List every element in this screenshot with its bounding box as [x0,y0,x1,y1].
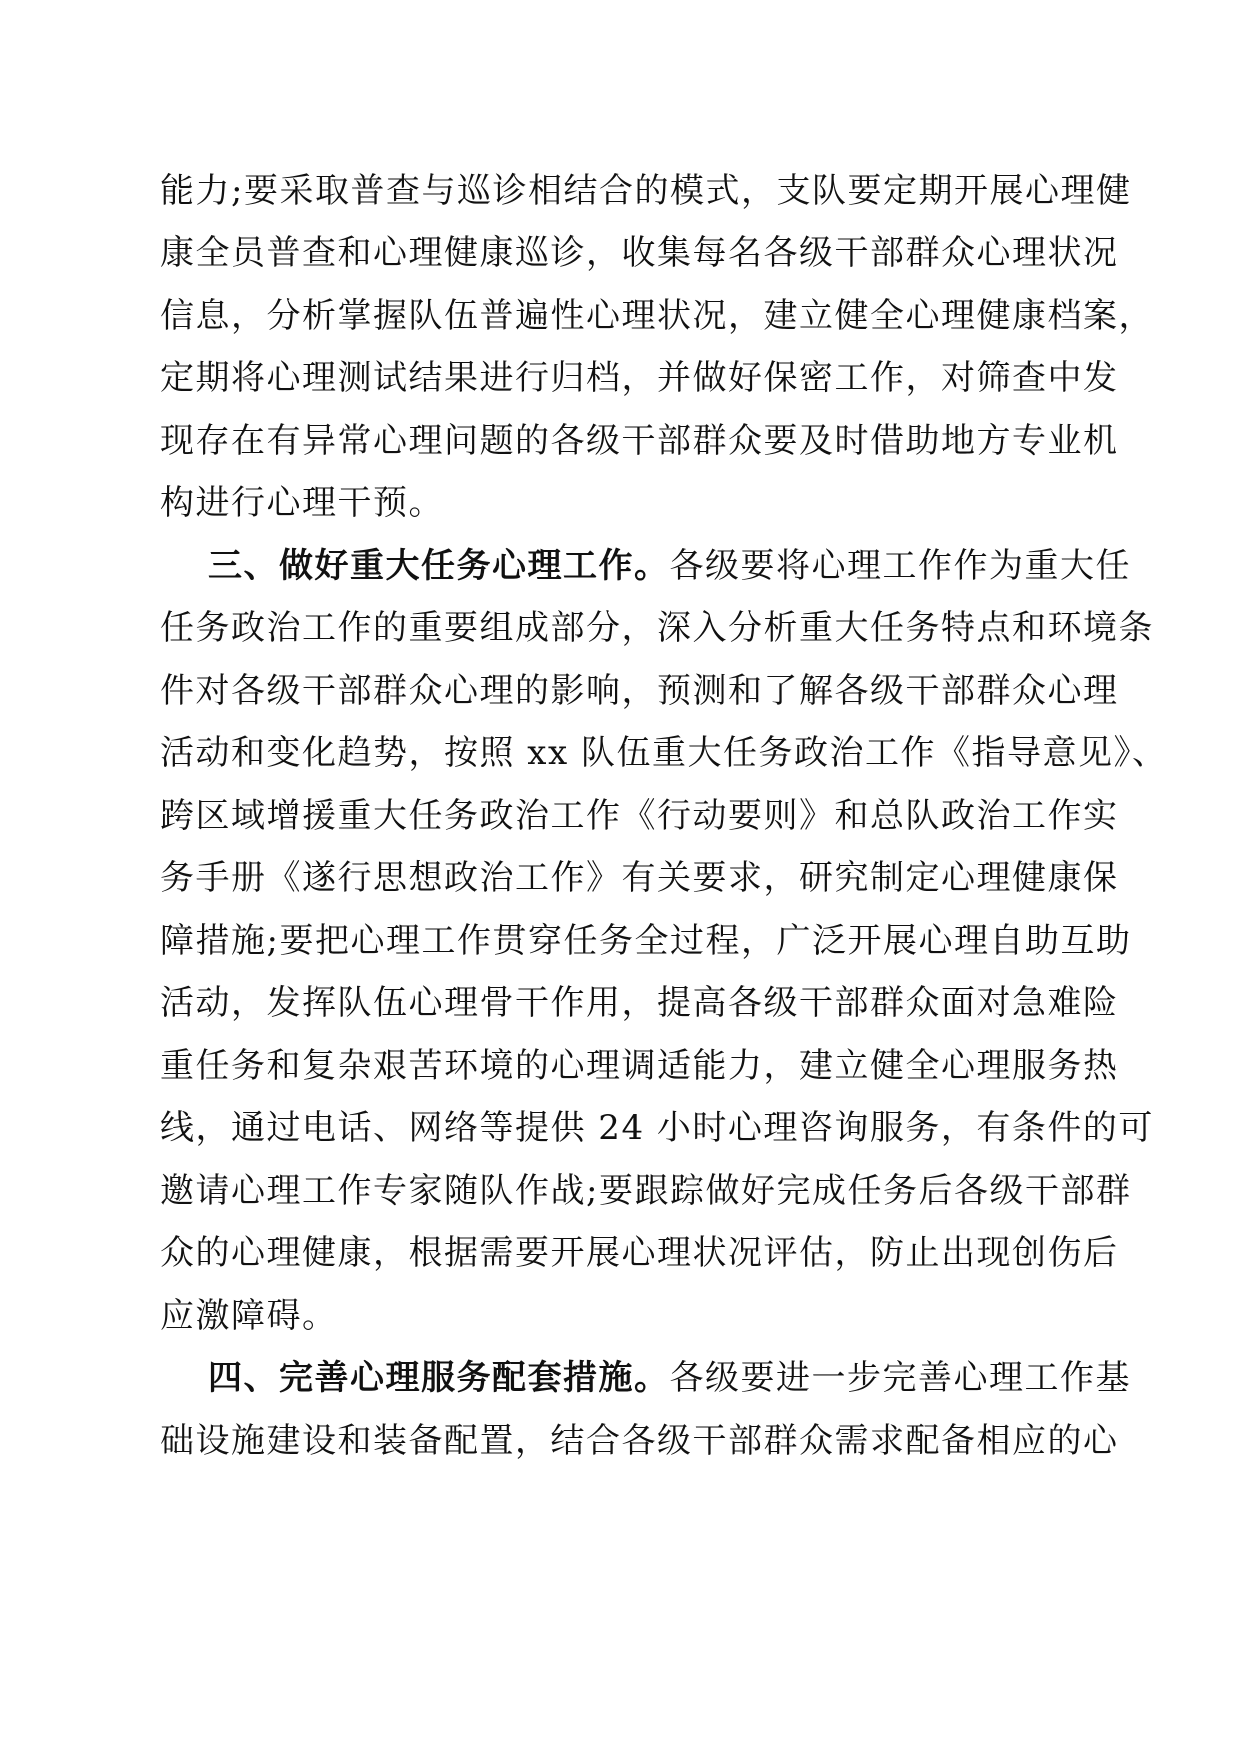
text-line: 能力;要采取普查与巡诊相结合的模式，支队要定期开展心理健 [160,171,1132,211]
text-line: 障措施;要把心理工作贯穿任务全过程，广泛开展心理自助互助 [160,921,1132,961]
text-line: 康全员普查和心理健康巡诊，收集每名各级干部群众心理状况 [160,233,1119,273]
text-line: 定期将心理测试结果进行归档，并做好保密工作，对筛查中发 [160,358,1119,398]
section-3-lead: 各级要将心理工作作为重大任 [669,546,1131,586]
text-line: 线，通过电话、网络等提供 24 小时心理咨询服务，有条件的可 [160,1108,1154,1148]
text-line: 重任务和复杂艰苦环境的心理调适能力，建立健全心理服务热 [160,1046,1119,1086]
text-line: 活动，发挥队伍心理骨干作用，提高各级干部群众面对急难险 [160,983,1119,1023]
text-line: 邀请心理工作专家随队作战;要跟踪做好完成任务后各级干部群 [160,1171,1132,1211]
text-line: 跨区域增援重大任务政治工作《行动要则》和总队政治工作实 [160,796,1119,836]
text-line: 任务政治工作的重要组成部分，深入分析重大任务特点和环境条 [160,608,1154,648]
text-line: 应激障碍。 [160,1296,338,1336]
section-4-heading: 四、完善心理服务配套措施。 [208,1358,670,1398]
section-3-first-line [208,546,1131,586]
text-line: 件对各级干部群众心理的影响，预测和了解各级干部群众心理 [160,671,1119,711]
text-line: 务手册《遂行思想政治工作》有关要求，研究制定心理健康保 [160,858,1119,898]
text-line: 构进行心理干预。 [160,483,444,523]
text-line: 信息，分析掌握队伍普遍性心理状况，建立健全心理健康档案， [160,296,1154,336]
text-line: 现存在有异常心理问题的各级干部群众要及时借助地方专业机 [160,421,1119,461]
section-3-heading: 三、做好重大任务心理工作。 [208,546,670,586]
section-4-first-line [208,1358,1131,1398]
text-line: 活动和变化趋势，按照 xx 队伍重大任务政治工作《指导意见》、 [160,733,1168,773]
text-line: 众的心理健康，根据需要开展心理状况评估，防止出现创伤后 [160,1233,1119,1273]
text-line: 础设施建设和装备配置，结合各级干部群众需求配备相应的心 [160,1421,1119,1461]
section-4-lead: 各级要进一步完善心理工作基 [669,1358,1131,1398]
